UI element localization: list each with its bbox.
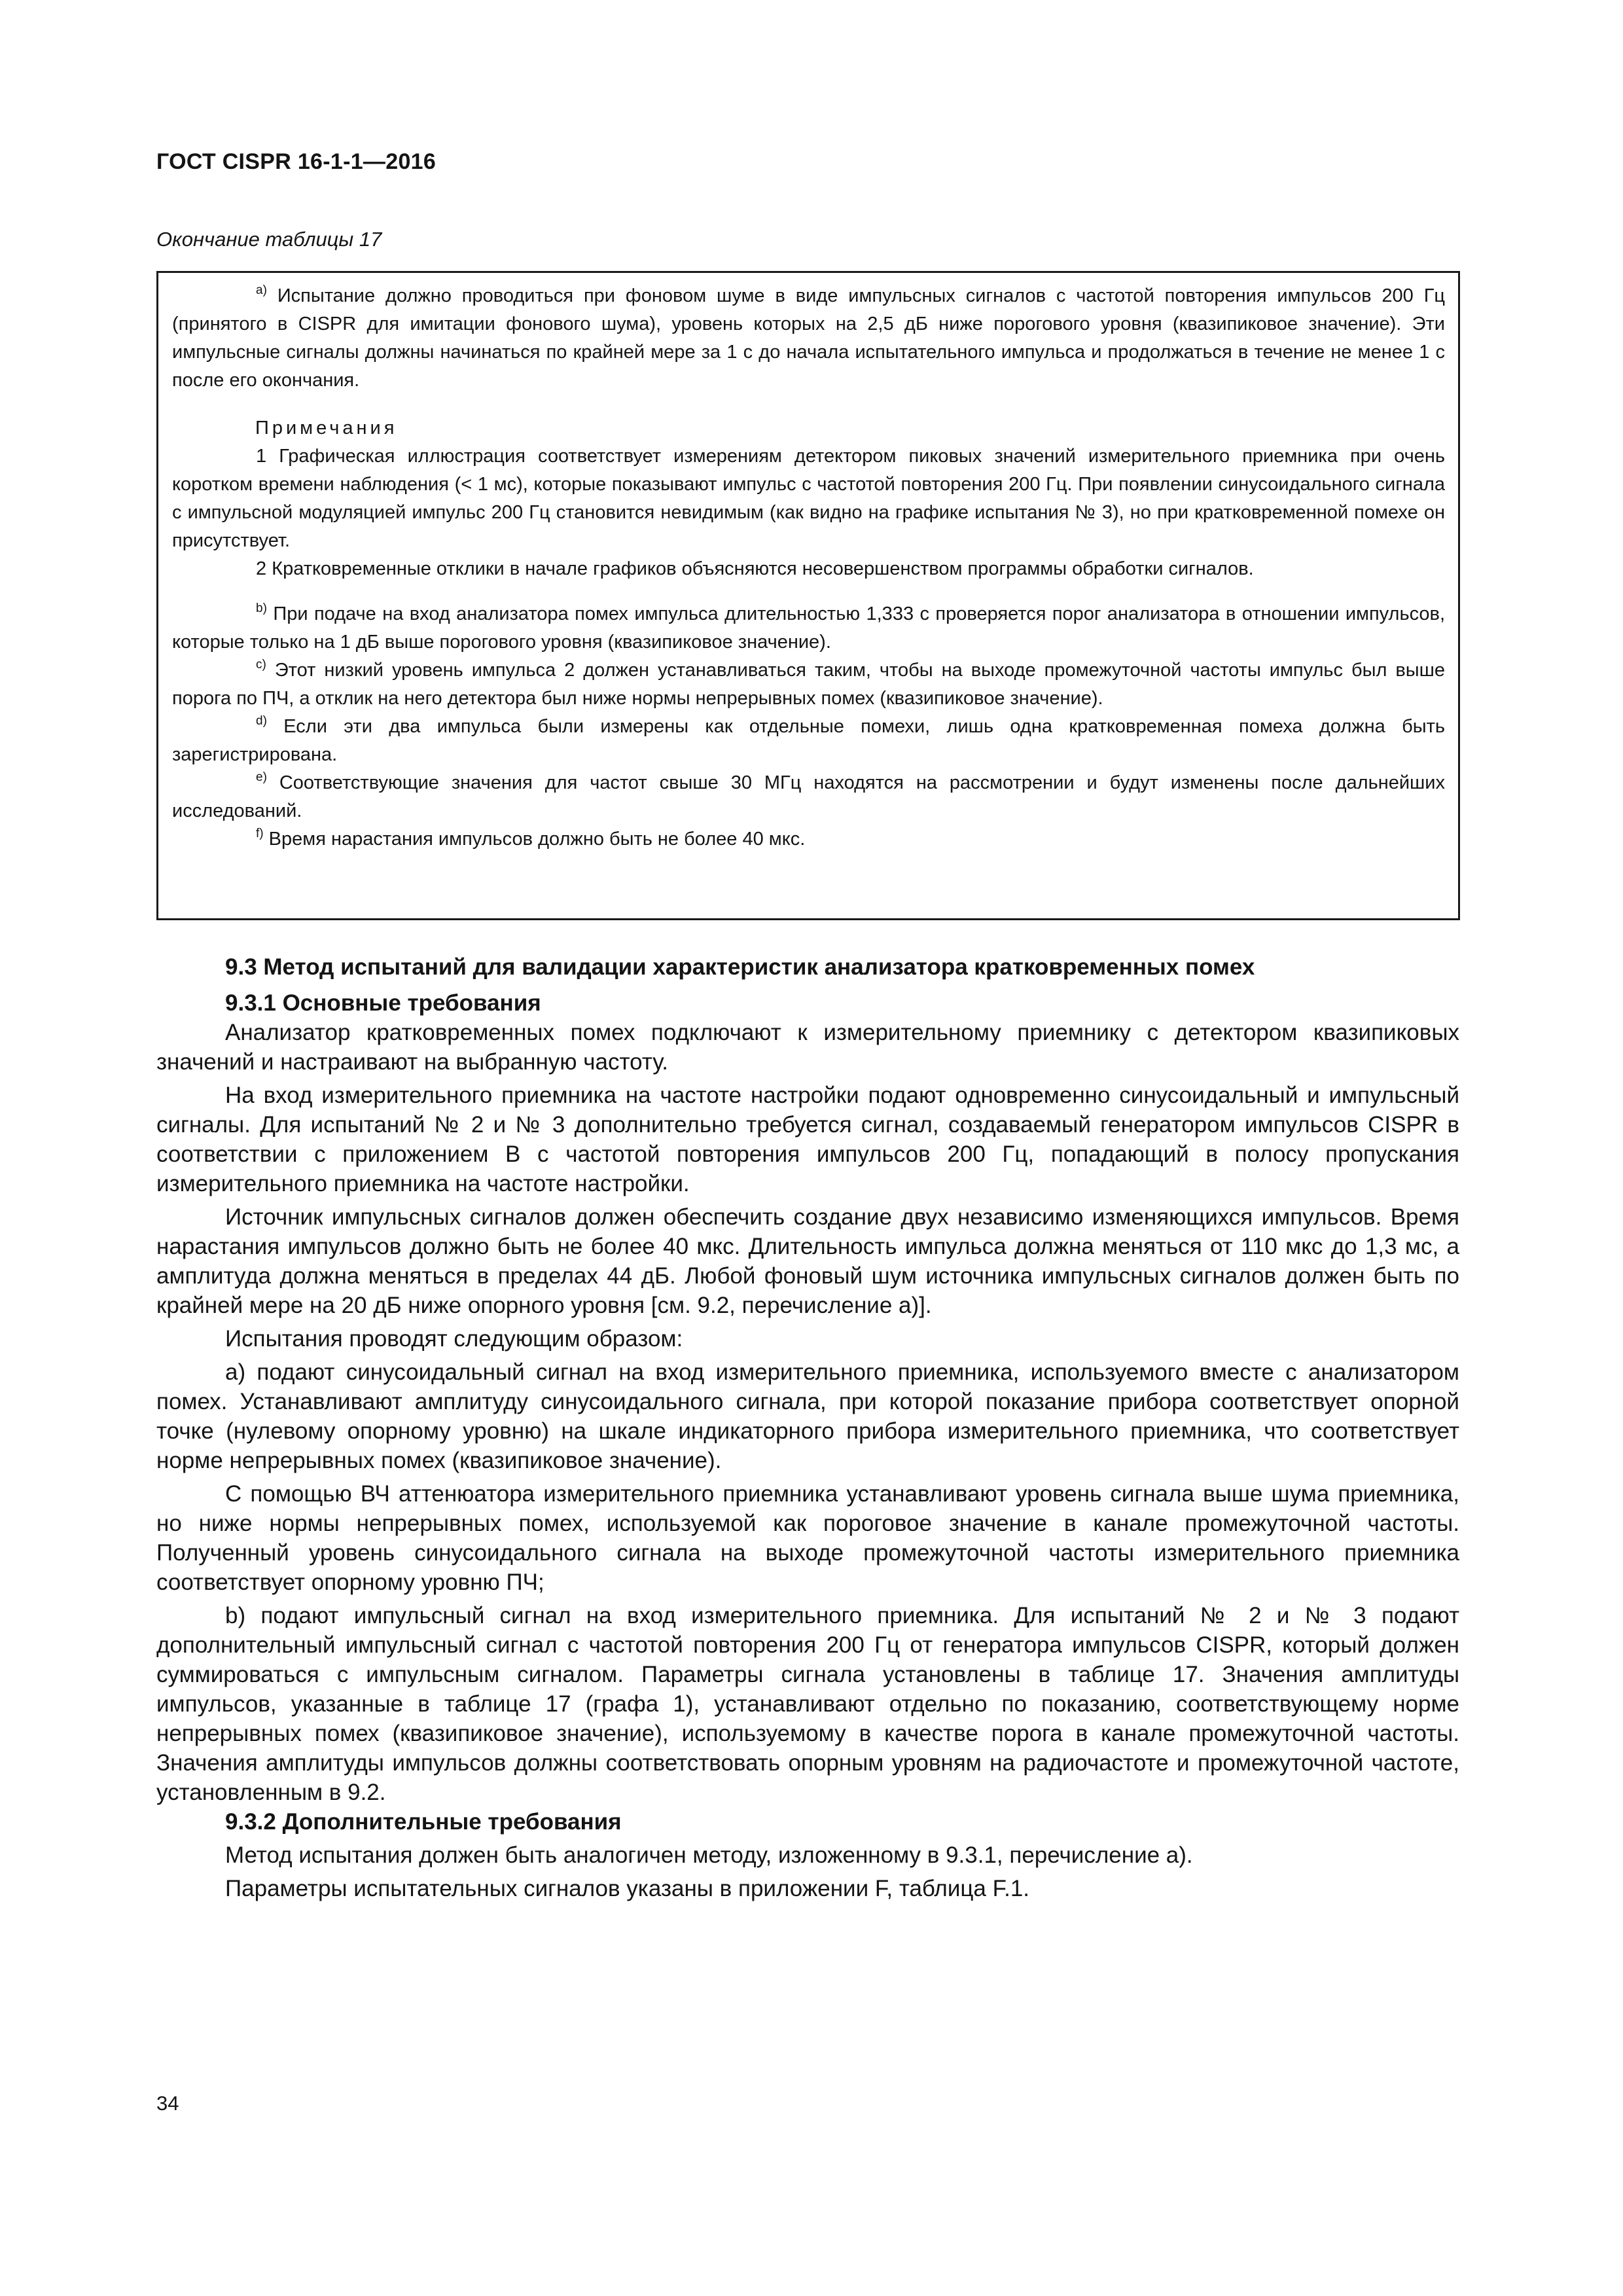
footnote-f-text: Время нарастания импульсов должно быть не более 40 мкс.: [268, 829, 806, 850]
document-header-title: ГОСТ CISPR 16-1-1—2016: [156, 149, 437, 174]
footnote-f-marker: f): [256, 827, 264, 840]
paragraph-3: Источник импульсных сигналов должен обеспечить создание двух независимо изменяющихся импульсов. Время нарастания импульсов должно быть не более 40 мкс. Длительность импульса должна меняться от 110 мкс до 1,3 мс, а амплитуда должна меняться в пределах 44 дБ. Любой фоновый шум источника импульсных сигналов должен быть по крайней мере на 20 дБ ниже опорного уровня [см. 9.2, перечисление а)].: [156, 1204, 1459, 1318]
paragraph-1: Анализатор кратковременных помех подключают к измерительному приемнику с детектором квазипиковых значений и настраивают на выбранную частоту.: [156, 1020, 1459, 1075]
table-caption: Окончание таблицы 17: [156, 228, 382, 251]
paragraph-5: а) подают синусоидальный сигнал на вход измерительного приемника, используемого вместе с анализатором помех. Устанавливают амплитуду синусоидального сигнала, при которой показание прибора соответствует опорной точке (нулевому опорному уровню) на шкале индикаторного прибора измерительного приемника, что соответствует норме непрерывных помех (квазипиковое значение).: [156, 1359, 1459, 1473]
footnote-c-marker: c): [256, 658, 266, 672]
paragraph-8: Метод испытания должен быть аналогичен методу, изложенному в 9.3.1, перечисление а).: [225, 1842, 1193, 1868]
note-1: 1 Графическая иллюстрация соответствует измерениям детектором пиковых значений измерительного приемника при очень коротком времени наблюдения (< 1 мс), которые показывают импульс с частотой повторения 200 Гц. При появлении синусоидального сигнала с импульсной модуляцией импульс 200 Гц становится невидимым (как видно на графике испытания № 3), но при кратковременной помехе он присутствует.: [172, 446, 1445, 551]
section-heading-9-3-1: 9.3.1 Основные требования: [225, 990, 541, 1016]
footnote-b-text: При подаче на вход анализатора помех импульса длительностью 1,333 с проверяется порог анализатора в отношении импульсов, которые только на 1 дБ выше порогового уровня (квазипиковое значение).: [172, 603, 1445, 653]
footnote-d-text: Если эти два импульса были измерены как отдельные помехи, лишь одна кратковременная помеха должна быть зарегистрирована.: [172, 716, 1445, 765]
footnote-a-text: Испытание должно проводиться при фоновом шуме в виде импульсных сигналов с частотой повторения импульсов 200 Гц (принятого в CISPR для имитации фонового шума), уровень которых на 2,5 дБ ниже порогового уровня (квазипиковое значение). Эти импульсные сигналы должны начинаться по крайней мере за 1 с до начала испытательного импульса и продолжаться в течение не менее 1 с после его окончания.: [172, 285, 1446, 391]
note-2: 2 Кратковременные отклики в начале графиков объясняются несовершенством программы обработки сигналов.: [256, 558, 1254, 579]
page-number: 34: [156, 2092, 179, 2115]
paragraph-7: b) подают импульсный сигнал на вход измерительного приемника. Для испытаний № 2 и № 3 подают дополнительный импульсный сигнал с частотой повторения 200 Гц от генератора импульсов CISPR, который должен суммироваться с импульсным сигналом. Параметры сигнала установлены в таблице 17. Значения амплитуды импульсов, указанные в таблице 17 (графа 1), устанавливают отдельно по показанию, соответствующему норме непрерывных помех (квазипиковое значение), используемому в качестве порога в канале промежуточной частоты. Значения амплитуды импульсов должны соответствовать опорным уровням на радиочастоте и промежуточной частоте, установленным в 9.2.: [156, 1603, 1459, 1805]
footnote-d: [172, 713, 1445, 769]
notes-heading: Примечания: [255, 418, 398, 439]
section-body: [156, 952, 1459, 1903]
footnote-c: [172, 656, 1445, 713]
section-heading-9-3: 9.3 Метод испытаний для валидации характеристик анализатора кратковременных помех: [225, 954, 1255, 980]
footnote-e-marker: e): [256, 770, 267, 784]
footnote-a-marker: a): [256, 283, 267, 297]
paragraph-4: Испытания проводят следующим образом:: [225, 1326, 683, 1352]
footnote-b: [172, 600, 1445, 656]
footnote-d-marker: d): [256, 714, 267, 728]
paragraph-2: На вход измерительного приемника на частоте настройки подают одновременно синусоидальный и импульсный сигналы. Для испытаний № 2 и № 3 дополнительно требуется сигнал, создаваемый генератором импульсов CISPR в соответствии с приложением B с частотой повторения импульсов 200 Гц, попадающий в полосу пропускания измерительного приемника на частоте настройки.: [156, 1083, 1459, 1196]
table-notes-box: [156, 271, 1460, 920]
footnote-e-text: Соответствующие значения для частот свыше 30 МГц находятся на рассмотрении и будут изменены после дальнейших исследований.: [172, 772, 1445, 821]
footnote-e: [172, 769, 1445, 825]
footnote-a: [172, 282, 1445, 395]
footnote-c-text: Этот низкий уровень импульса 2 должен устанавливаться таким, чтобы на выходе промежуточной частоты импульс был выше порога по ПЧ, а отклик на него детектора был ниже нормы непрерывных помех (квазипиковое значение).: [172, 660, 1446, 709]
footnote-f: [172, 825, 1445, 853]
paragraph-9: Параметры испытательных сигналов указаны в приложении F, таблица F.1.: [225, 1876, 1030, 1901]
footnote-b-marker: b): [256, 601, 267, 615]
section-heading-9-3-2: 9.3.2 Дополнительные требования: [225, 1809, 622, 1835]
paragraph-6: С помощью ВЧ аттенюатора измерительного приемника устанавливают уровень сигнала выше шума приемника, но ниже нормы непрерывных помех, используемой как пороговое значение в канале промежуточной частоты. Полученный уровень синусоидального сигнала на выходе промежуточной частоты измерительного приемника соответствует опорному уровню ПЧ;: [156, 1481, 1459, 1595]
